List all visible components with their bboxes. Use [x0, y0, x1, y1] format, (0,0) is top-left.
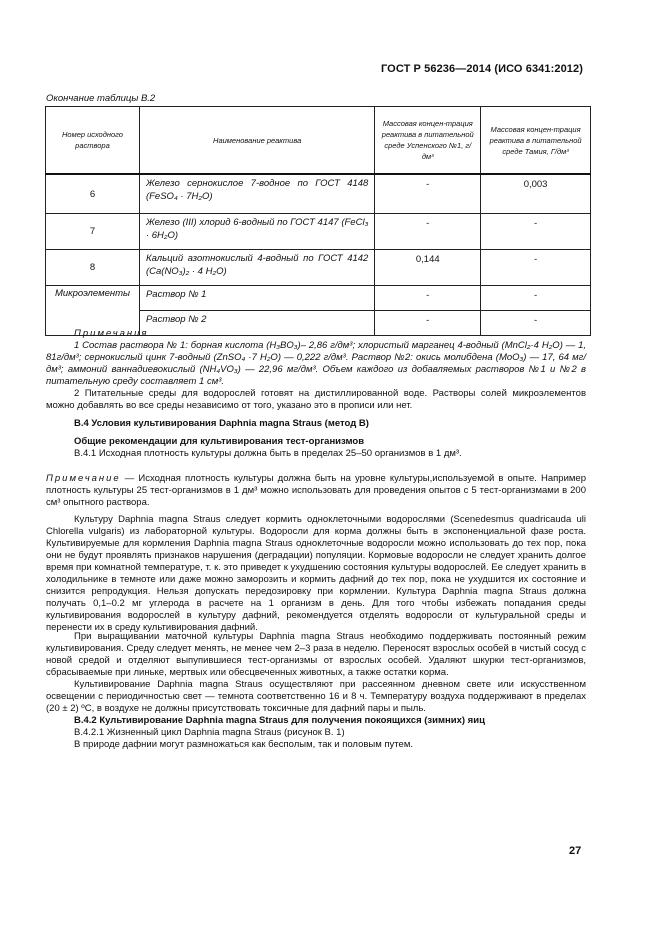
paragraph-b41: В.4.1 Исходная плотность культуры должна быть в пределах 25–50 организмов в 1 дм³.: [74, 448, 462, 459]
paragraph-reproduction: В природе дафнии могут размножаться как бесполым, так и половым путем.: [74, 739, 414, 750]
subsection-title: В.4.2 Культивирование Daphnia magna Straus для получения покоящихся (зимних) яиц: [74, 715, 485, 726]
note-1: 1 Состав раствора № 1: борная кислота (H₃BO₃)– 2,86 г/дм³; хлористый марганец 4-водный (MnCl₂·4 H₂O) — 1, 81г/дм³; сернокислый цинк 7-водный (ZnSO₄ ·7 H₂O) — 0,222 г/дм³. Раствор №2: окись молибдена (MoO₃) — 17, 64 мг/дм³; аммоний ваннадиевокислый (NH₄VO₃) — 22,96 мг/дм³. Объем каждого из добавляемых растворов №1 и №2 в питательную среду составляет 1 см³.: [46, 340, 586, 387]
cell-tamiya: -: [481, 286, 591, 311]
paragraph-lighting: Культивирование Daphnia magna Straus осуществляют при рассеянном дневном свете или искусственном освещении с периодичностью свет — темнота соответственно 16 и 8 ч. Температуру воздуха поддерживают в пределах (20 ± 2) ºС, в воздухе не должны присутствовать токсичные для дафний пары и пыль.: [46, 679, 586, 714]
note-2: 2 Питательные среды для водорослей готовят на дистиллированной воде. Растворы солей микроэлементов можно добавлять во все среды независимо от того, указано это в прописи или нет.: [46, 388, 586, 411]
paragraph-maternal-culture: При выращивании маточной культуры Daphnia magna Straus необходимо поддерживать постоянный режим культивирования. Среду следует менять, не менее чем 2–3 раза в неделю. Переносят взрослых особей в чистый сосуд с новой средой и отделяют выпупившиеся тест-организмы от взрослых особей. Удаляют шкурки тест-организмов, сбрасываемые при линьке, мертвых или обесцвеченных животных, а также остатки корма.: [46, 631, 586, 678]
table-header-row: [46, 107, 591, 175]
cell-tamiya: -: [481, 311, 591, 336]
section-subtitle: Общие рекомендации для культивирования тест-организмов: [74, 436, 365, 447]
col-header-uspensky: Массовая концен-трация реактива в питательной среде Успенского №1, г/дм³: [375, 107, 481, 175]
note-paragraph: [46, 473, 586, 509]
cell-num: 8: [46, 250, 140, 286]
reagent-table: [45, 106, 591, 336]
notes-heading: [74, 328, 274, 340]
cell-reagent: Железо сернокислое 7-водное по ГОСТ 4148 (FeSO₄ · 7H₂O): [139, 174, 374, 214]
notes-heading-text: Примечания: [74, 328, 149, 339]
cell-tamiya: -: [481, 250, 591, 286]
table-caption: Окончание таблицы В.2: [46, 93, 156, 104]
cell-reagent: Раствор № 1: [139, 286, 374, 311]
cell-uspensky: -: [375, 214, 481, 250]
table-row: [46, 286, 591, 311]
table-row: [46, 174, 591, 214]
cell-tamiya: -: [481, 214, 591, 250]
cell-tamiya: 0,003: [481, 174, 591, 214]
cell-uspensky: -: [375, 311, 481, 336]
standard-header: ГОСТ Р 56236—2014 (ИСО 6341:2012): [380, 63, 583, 75]
cell-num: Микроэлементы: [46, 286, 140, 336]
col-header-solution-number: Номер исходного раствора: [46, 107, 140, 175]
cell-reagent: Железо (III) хлорид 6-водный по ГОСТ 4147 (FeCl₃ · 6H₂O): [139, 214, 374, 250]
cell-num: 6: [46, 174, 140, 214]
cell-reagent: Раствор № 2: [139, 311, 374, 336]
note-label: Примечание: [46, 473, 121, 484]
paragraph-feeding: Культуру Daphnia magna Straus следует кормить одноклеточными водорослями (Scenedesmus quadricauda uli Chlorella vulgaris) из лабораторной культуры. Водоросли для корма должны быть в экспоненциальной фазе роста. Культивируемые для кормления Daphnia magna Straus одноклеточные водоросли можно использовать до тех пор, пока они не будут проявлять признаков нарушения (деградации) популяции. Кормовые водоросли не следует хранить долгое время при комнатной температуре, т. к. это приведет к ухудшению состояния культуры водорослей. Ее следует хранить в холодильнике в темноте или даже можно заморозить и кормить дафний до тех пор, пока не ухудшится их состояние и снизится репродукция. Нельзя допускать передозировку при кормлении. Культура Daphnia magna Straus должна получать 0,1–0.2 мг углерода в расчете на 1 организм в день. Для того чтобы избежать попадания среды культивирования водорослей в культуру дафний, рекомендуется отделять водоросли от культуральной среды и перенести их в среду культивирования дафний.: [46, 514, 586, 633]
note-text: — Исходная плотность культуры должна быть на уровне культуры,используемой в опыте. Например плотность культуры 25 тест-организмов в 1 дм³ можно использовать для проведения опытов с 5 тест-организмами в 200 см³ опытного раствора.: [46, 473, 586, 508]
col-header-reagent-name: Наименование реактива: [139, 107, 374, 175]
cell-reagent: Кальций азотнокислый 4-водный по ГОСТ 4142 (Ca(NO₃)₂ · 4 H₂O): [139, 250, 374, 286]
table-row: [46, 250, 591, 286]
cell-uspensky: -: [375, 286, 481, 311]
page-number: 27: [569, 845, 582, 857]
col-header-tamiya: Массовая концен-трация реактива в питательной среде Тамия, Г/дм³: [481, 107, 591, 175]
cell-uspensky: -: [375, 174, 481, 214]
cell-uspensky: 0,144: [375, 250, 481, 286]
section-title: В.4 Условия культивирования Daphnia magna Straus (метод В): [74, 418, 369, 429]
paragraph-life-cycle: В.4.2.1 Жизненный цикл Daphnia magna Straus (рисунок В. 1): [74, 727, 345, 738]
table-row: [46, 214, 591, 250]
cell-num: 7: [46, 214, 140, 250]
